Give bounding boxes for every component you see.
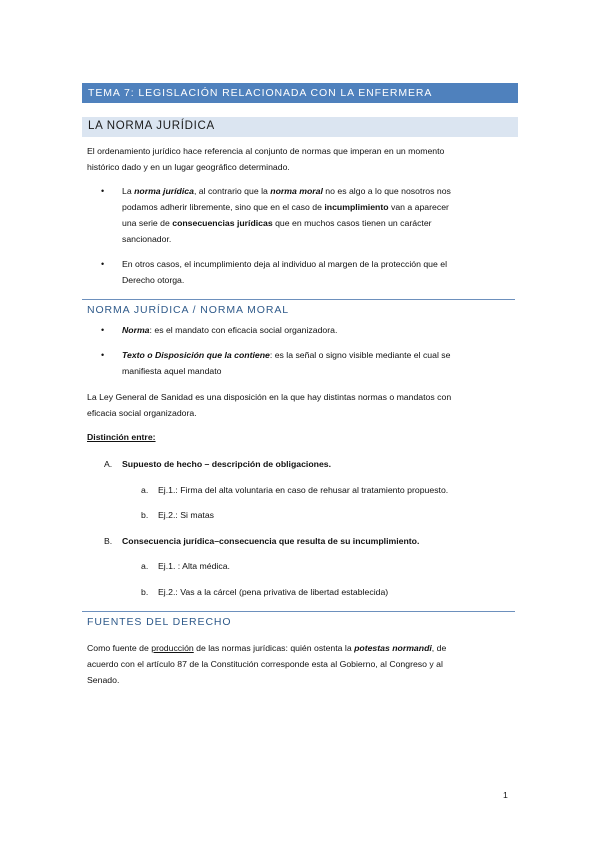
text-run: Como fuente de bbox=[87, 643, 152, 653]
bullet-icon: • bbox=[101, 350, 105, 360]
list-item-consecuencia bbox=[122, 533, 419, 549]
list-marker: a. bbox=[141, 485, 149, 495]
text-run: no es algo a lo que nosotros nos bbox=[322, 186, 451, 196]
text-run: que en muchos casos tienen un carácter bbox=[272, 218, 432, 228]
text-line: eficacia social organizadora. bbox=[87, 408, 197, 418]
list-item: Ej.2.: Si matas bbox=[158, 510, 215, 520]
text-run: La bbox=[122, 186, 135, 196]
heading-rule bbox=[82, 611, 515, 612]
text-line: sancionador. bbox=[122, 234, 172, 244]
distinction-heading bbox=[87, 429, 156, 445]
text-run: : es el mandato con eficacia social organizadora. bbox=[149, 325, 338, 335]
text-run: norma jurídica bbox=[134, 186, 194, 196]
text-run: producción bbox=[151, 643, 194, 653]
section-heading-norma-juridica bbox=[82, 117, 518, 137]
text-line: Senado. bbox=[87, 675, 120, 685]
text-line bbox=[122, 322, 522, 338]
bullet-item bbox=[122, 322, 522, 338]
text-line: Derecho otorga. bbox=[122, 275, 185, 285]
document-title: TEMA 7: LEGISLACIÓN RELACIONADA CON LA ENFERMERA bbox=[88, 87, 433, 99]
list-marker: b. bbox=[141, 587, 149, 597]
list-marker: a. bbox=[141, 561, 149, 571]
list-item-supuesto bbox=[122, 456, 331, 472]
list-marker: b. bbox=[141, 510, 149, 520]
list-item: Ej.1.: Firma del alta voluntaria en caso de rehusar al tratamiento propuesto. bbox=[158, 485, 449, 495]
text-line bbox=[122, 183, 522, 199]
text-run: van a aparecer bbox=[388, 202, 449, 212]
bullet-item bbox=[122, 183, 522, 247]
text-run: Texto o Disposición que la contiene bbox=[122, 350, 270, 360]
bullet-icon: • bbox=[101, 186, 105, 196]
list-marker: B. bbox=[104, 536, 113, 546]
text-run: de las normas jurídicas: quién ostenta la bbox=[193, 643, 355, 653]
bullet-icon: • bbox=[101, 259, 105, 269]
bullet-item bbox=[122, 256, 522, 288]
text-run: podamos adherir libremente, sino que en el caso de bbox=[122, 202, 325, 212]
text-run: incumplimiento bbox=[324, 202, 389, 212]
text-line: manifiesta aquel mandato bbox=[122, 366, 222, 376]
section-heading-norma-moral: NORMA JURÍDICA / NORMA MORAL bbox=[87, 304, 289, 316]
page-number: 1 bbox=[503, 790, 508, 800]
ley-general-paragraph bbox=[87, 389, 527, 421]
list-item: Ej.1. : Alta médica. bbox=[158, 561, 230, 571]
bullet-item bbox=[122, 347, 522, 379]
text-run: norma moral bbox=[270, 186, 323, 196]
heading-rule bbox=[82, 299, 515, 300]
section-heading-fuentes: FUENTES DEL DERECHO bbox=[87, 616, 232, 628]
text-run: una serie de bbox=[122, 218, 173, 228]
text-run: Norma bbox=[122, 325, 150, 335]
text-run: : es la señal o signo visible mediante el cual se bbox=[269, 350, 451, 360]
bullet-icon: • bbox=[101, 325, 105, 335]
list-item: Ej.2.: Vas a la cárcel (pena privativa de libertad establecida) bbox=[158, 587, 389, 597]
text-run: consecuencias jurídicas bbox=[172, 218, 273, 228]
title-banner bbox=[82, 83, 518, 103]
text-line: acuerdo con el artículo 87 de la Constitución corresponde esta al Gobierno, al Congreso y al bbox=[87, 659, 443, 669]
text-run: Consecuencia jurídica–consecuencia que resulta de su incumplimiento. bbox=[122, 536, 420, 546]
text-run: Supuesto de hecho – descripción de obligaciones. bbox=[122, 459, 332, 469]
intro-paragraph bbox=[87, 143, 527, 175]
text-line bbox=[87, 640, 532, 656]
text-line bbox=[122, 347, 522, 363]
text-run: , al contrario que la bbox=[193, 186, 271, 196]
text-line: El ordenamiento jurídico hace referencia al conjunto de normas que imperan en un momento bbox=[87, 146, 445, 156]
section-heading-text: LA NORMA JURÍDICA bbox=[88, 120, 215, 132]
list-marker: A. bbox=[104, 459, 113, 469]
text-line bbox=[122, 215, 522, 231]
text-line bbox=[122, 199, 522, 215]
text-line: En otros casos, el incumplimiento deja al individuo al margen de la protección que el bbox=[122, 259, 448, 269]
text-line: histórico dado y en un lugar geográfico determinado. bbox=[87, 162, 290, 172]
text-run: potestas normandi bbox=[354, 643, 432, 653]
fuentes-paragraph bbox=[87, 640, 532, 688]
text-line: La Ley General de Sanidad es una disposición en la que hay distintas normas o mandatos con bbox=[87, 392, 452, 402]
text-run: , de bbox=[431, 643, 447, 653]
text-run: Distinción entre: bbox=[87, 432, 156, 442]
